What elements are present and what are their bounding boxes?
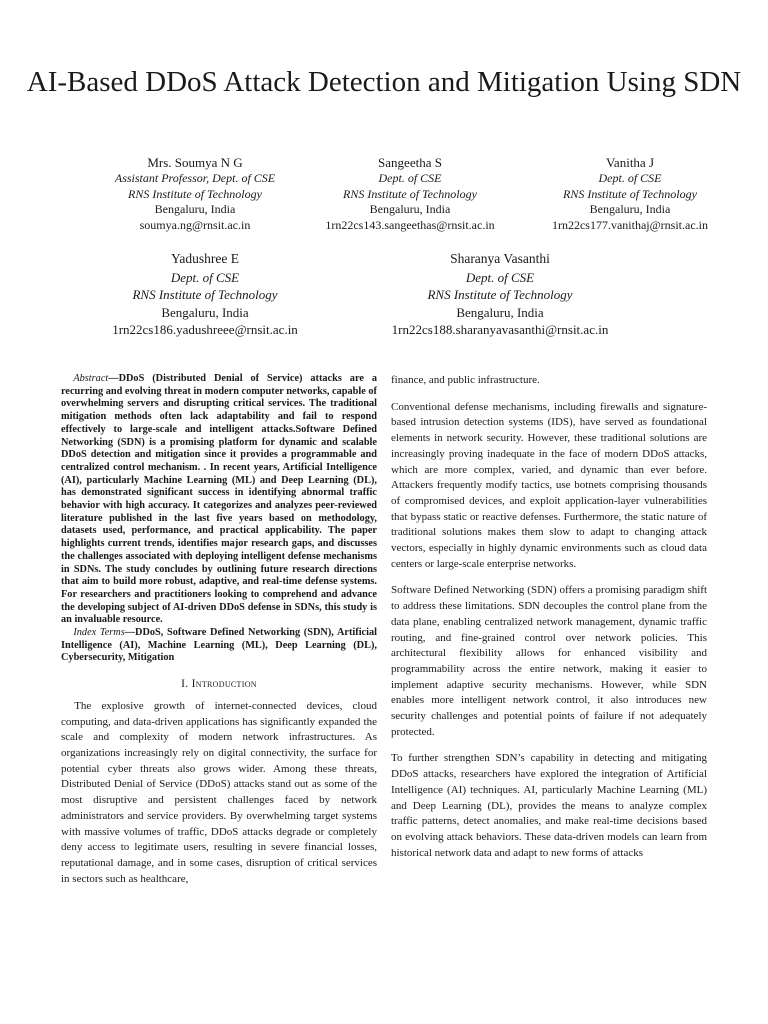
author-location: Bengaluru, India <box>589 202 671 217</box>
author-role: Assistant Professor, Dept. of CSE <box>114 170 276 185</box>
author-institute: RNS Institute of Technology <box>563 186 697 201</box>
author-email: 1rn22cs143.sangeethas@rnsit.ac.in <box>325 218 495 233</box>
left-column <box>61 373 377 887</box>
abstract-label: Abstract <box>73 373 109 384</box>
abstract <box>61 373 377 627</box>
author-role: Dept. of CSE <box>465 269 535 285</box>
author-name: Mrs. Soumya N G <box>147 155 243 170</box>
intro-paragraph-1-continued: finance, and public infrastructure. <box>391 374 540 386</box>
author-location: Bengaluru, India <box>369 202 451 217</box>
index-terms <box>61 627 377 665</box>
author-institute: RNS Institute of Technology <box>427 287 573 303</box>
author-role: Dept. of CSE <box>170 269 240 285</box>
section-number: I. <box>181 678 189 691</box>
author-email: 1rn22cs188.sharanyavasanthi@rnsit.ac.in <box>391 322 609 338</box>
author-role: Dept. of CSE <box>598 170 662 185</box>
right-column <box>391 373 707 861</box>
intro-paragraph-2: Conventional defense mechanisms, including firewalls and signature-based intrusion detection systems (IDS), have served as foundational elements in network security. However, these traditional solutions are increasingly proving inadequate in the face of modern DDoS attacks, which are more complex, varied, and dynamic than ever before. Attackers frequently modify tactics, use botnets comprising thousands of compromised devices, and exploit application-layer vulnerabilities that bypass static or reactive defenses. Furthermore, the static nature of traditional solutions makes them slow to adapt to changing attack vectors, especially in highly dynamic environments such as cloud data centers or large-scale enterprise networks. <box>391 400 707 570</box>
author-block-4 <box>85 250 325 339</box>
intro-paragraph-1: The explosive growth of internet-connected devices, cloud computing, and data-driven applications has significantly expanded the scale and complexity of modern network infrastructures. As organizations increasingly rely on digital connectivity, the surface for potential cyber threats also grows wider. Among these threats, Distributed Denial of Service (DDoS) attacks stand out as some of the most disruptive and persistent challenges faced by network administrators and service providers. By overwhelming target systems with massive volumes of traffic, DDoS attacks degrade or completely deny access to legitimate users, resulting in severe financial losses, reputational damage, and in some cases, disruption of critical services in sectors such as healthcare, <box>61 699 377 885</box>
author-email: 1rn22cs177.vanithaj@rnsit.ac.in <box>551 218 709 233</box>
section-heading-introduction <box>61 677 377 693</box>
author-block-2 <box>290 155 530 234</box>
author-block-5 <box>370 250 630 339</box>
index-terms-label: Index Terms <box>73 627 125 639</box>
index-terms-text: —DDoS, Software Defined Networking (SDN), Artificial Intelligence (AI), Machine Learning (ML), Deep Learning (DL), Cybersecurity, Mitigation <box>61 627 377 664</box>
author-institute: RNS Institute of Technology <box>128 186 262 201</box>
author-location: Bengaluru, India <box>456 304 544 320</box>
intro-paragraph-4: To further strengthen SDN’s capability in detecting and mitigating DDoS attacks, researchers have explored the integration of Artificial Intelligence (AI) techniques. AI, particularly Machine Learning (ML) and Deep Learning (DL), provides the means to analyze complex traffic patterns, detect anomalies, and make real-time decisions based on evolving attack behaviors. These data-driven models can learn from historical network data and adapt to new forms of attacks <box>391 752 707 859</box>
author-name: Sangeetha S <box>378 155 442 170</box>
paper-title: AI-Based DDoS Attack Detection and Mitigation Using SDN <box>26 66 742 98</box>
author-name: Sharanya Vasanthi <box>450 251 550 266</box>
author-name: Vanitha J <box>605 155 655 170</box>
author-name: Yadushree E <box>171 251 239 266</box>
author-email: 1rn22cs186.yadushreee@rnsit.ac.in <box>112 322 298 338</box>
section-title: Introduction <box>191 678 257 691</box>
author-location: Bengaluru, India <box>161 304 249 320</box>
author-block-3 <box>530 155 730 234</box>
author-email: soumya.ng@rnsit.ac.in <box>139 218 251 233</box>
author-role: Dept. of CSE <box>378 170 442 185</box>
author-institute: RNS Institute of Technology <box>343 186 477 201</box>
author-institute: RNS Institute of Technology <box>132 287 278 303</box>
intro-paragraph-3: Software Defined Networking (SDN) offers a promising paradigm shift to address these limitations. SDN decouples the control plane from the data plane, enabling centralized network management, dynamic traffic routing, and fine-grained control over network policies. This architectural flexibility allows for enhanced visibility and programmability across the entire network, making it easier to implement adaptive security mechanisms. However, while SDN enables more intelligent network control, it also introduces new security challenges and potential points of failure if not adequately protected. <box>391 584 707 738</box>
author-location: Bengaluru, India <box>154 202 236 217</box>
abstract-text: —DDoS (Distributed Denial of Service) attacks are a recurring and evolving threat in modern computer networks, capable of overwhelming servers and disrupting critical services. The traditional mitigation methods often lack adaptability and fail to respond effectively to large-scale and intelligent attacks.Software Defined Networking (SDN) is a promising platform for dynamic and scalable DDoS detection and mitigation since it provides a programmable and centralized control mechanism. . In recent years, Artificial Intelligence (AI), particularly Machine Learning (ML) and Deep Learning (DL), has demonstrated significant success in identifying abnormal traffic behavior with high accuracy. It categorizes and analyzes peer-reviewed literature published in the last five years based on methodology, datasets used, performance, and practical applicability. The paper highlights current trends, identifies major research gaps, and discusses the challenges associated with deploying intelligent defense mechanisms in SDNs. The study concludes by outlining future research directions that aim to build more robust, adaptive, and real-time defense systems. For researchers and practitioners looking to comprehend and advance the developing subject of AI-driven DDoS defense in SDNs, this study is an invaluable resource. <box>61 373 377 626</box>
